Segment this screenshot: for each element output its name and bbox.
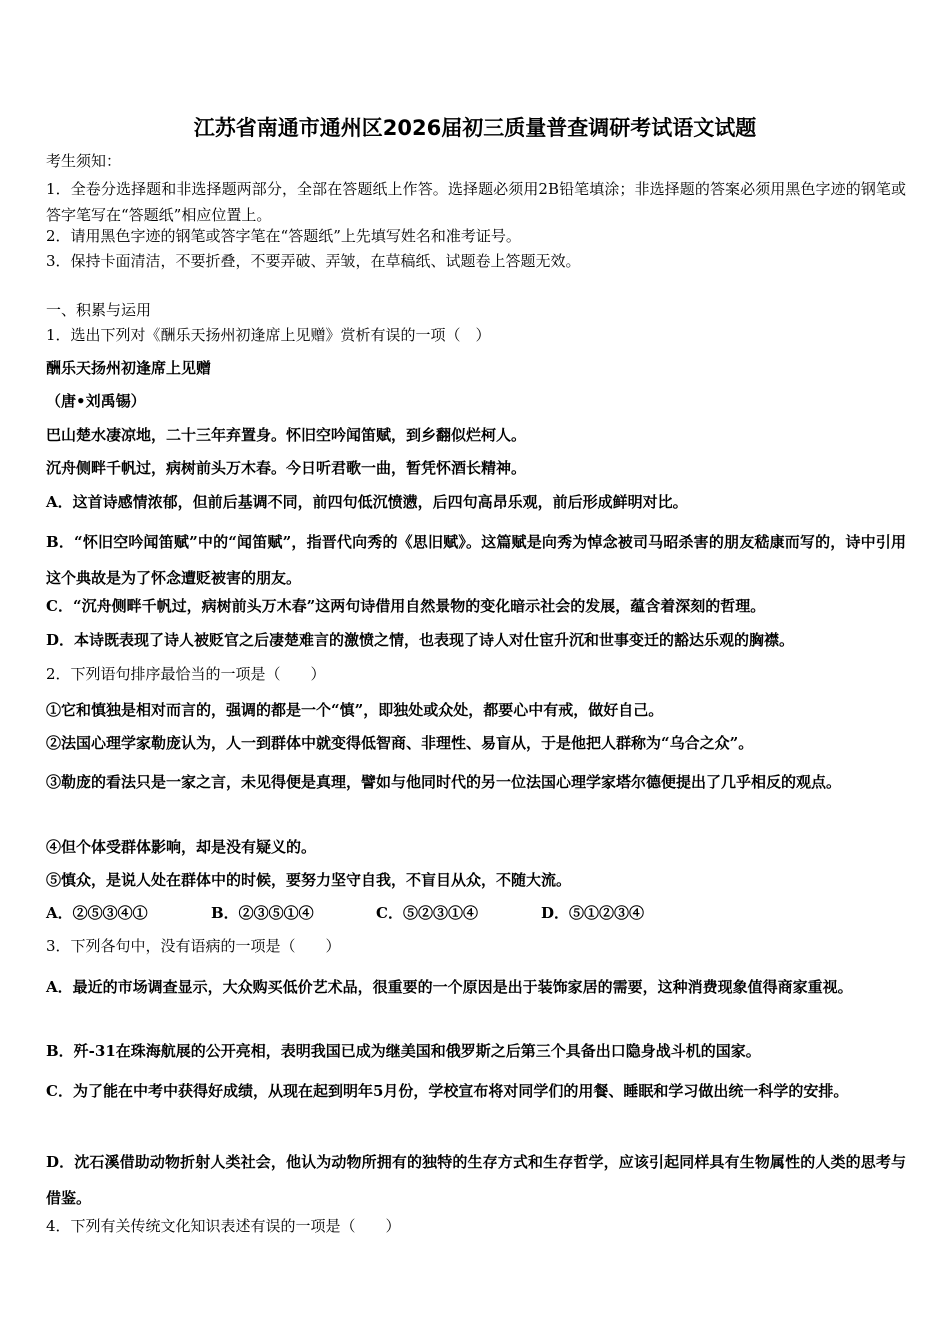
option: A．②⑤③④① (46, 904, 148, 922)
option: A．最近的市场调查显示，大众购买低价艺术品，很重要的一个原因是出于装饰家居的需要，这种消费现象值得商家重视。 (46, 978, 853, 996)
question-stem: 1．选出下列对《酬乐天扬州初逢席上见赠》赏析有误的一项（ ） (46, 326, 491, 344)
question-stem: 4．下列有关传统文化知识表述有误的一项是（ ） (46, 1217, 401, 1235)
notice-item: 3．保持卡面清洁，不要折叠，不要弄破、弄皱，在草稿纸、试题卷上答题无效。 (46, 252, 581, 270)
sentence: ③勒庞的看法只是一家之言，未见得便是真理，譬如与他同时代的另一位法国心理学家塔尔德便提出了几乎相反的观点。 (46, 773, 842, 791)
option: D．⑤①②③④ (541, 904, 645, 922)
notice-item: 2．请用黑色字迹的钢笔或答字笔在“答题纸”上先填写姓名和准考证号。 (46, 227, 521, 245)
option: D．本诗既表现了诗人被贬官之后凄楚难言的激愤之情，也表现了诗人对仕宦升沉和世事变迁的豁达乐观的胸襟。 (46, 631, 795, 649)
sentence: ④但个体受群体影响，却是没有疑义的。 (46, 838, 317, 856)
option: D．沈石溪借助动物折射人类社会，他认为动物所拥有的独特的生存方式和生存哲学，应该引起同样具有生物属性的人类的思考与借鉴。 (46, 1153, 906, 1207)
poem-author: （唐•刘禹锡） (46, 392, 146, 410)
question-stem: 2．下列语句排序最恰当的一项是（ ） (46, 665, 326, 683)
options-row (46, 903, 906, 923)
option: C．“沉舟侧畔千帆过，病树前头万木春”这两句诗借用自然景物的变化暗示社会的发展，蕴含着深刻的哲理。 (46, 597, 766, 615)
poem-line: 沉舟侧畔千帆过，病树前头万木春。今日听君歌一曲，暂凭怀酒长精神。 (46, 459, 527, 477)
sentence: ②法国心理学家勒庞认为，人一到群体中就变得低智商、非理性、易盲从，于是他把人群称为“乌合之众”。 (46, 734, 754, 752)
sentence: ⑤慎众，是说人处在群体中的时候，要努力坚守自我，不盲目从众，不随大流。 (46, 871, 572, 889)
page-title: 江苏省南通市通州区2026届初三质量普查调研考试语文试题 (193, 116, 757, 140)
option: C．为了能在中考中获得好成绩，从现在起到明年5月份，学校宣布将对同学们的用餐、睡眠和学习做出统一科学的安排。 (46, 1082, 849, 1100)
sentence: ①它和慎独是相对而言的，强调的都是一个“慎”，即独处或众处，都要心中有戒，做好自己。 (46, 701, 664, 719)
notice-heading: 考生须知： (46, 152, 122, 170)
option: B．②③⑤①④ (211, 904, 314, 922)
question-stem: 3．下列各句中，没有语病的一项是（ ） (46, 937, 341, 955)
option: B．歼-31在珠海航展的公开亮相，表明我国已成为继美国和俄罗斯之后第三个具备出口隐身战斗机的国家。 (46, 1042, 761, 1060)
option: B．“怀旧空吟闻笛赋”中的“闻笛赋”，指晋代向秀的《思旧赋》。这篇赋是向秀为悼念被司马昭杀害的朋友嵇康而写的，诗中引用这个典故是为了怀念遭贬被害的朋友。 (46, 533, 906, 587)
section-heading: 一、积累与运用 (46, 301, 152, 319)
option: A．这首诗感情浓郁，但前后基调不同，前四句低沉愤懑，后四句高昂乐观，前后形成鲜明对比。 (46, 493, 688, 511)
poem-line: 巴山楚水凄凉地，二十三年弃置身。怀旧空吟闻笛赋，到乡翻似烂柯人。 (46, 426, 527, 444)
option: C．⑤②③①④ (376, 904, 478, 922)
notice-item: 1．全卷分选择题和非选择题两部分，全部在答题纸上作答。选择题必须用2B铅笔填涂；非选择题的答案必须用黑色字迹的钢笔或答字笔写在“答题纸”相应位置上。 (46, 180, 906, 224)
poem-title: 酬乐天扬州初逢席上见赠 (46, 359, 212, 377)
